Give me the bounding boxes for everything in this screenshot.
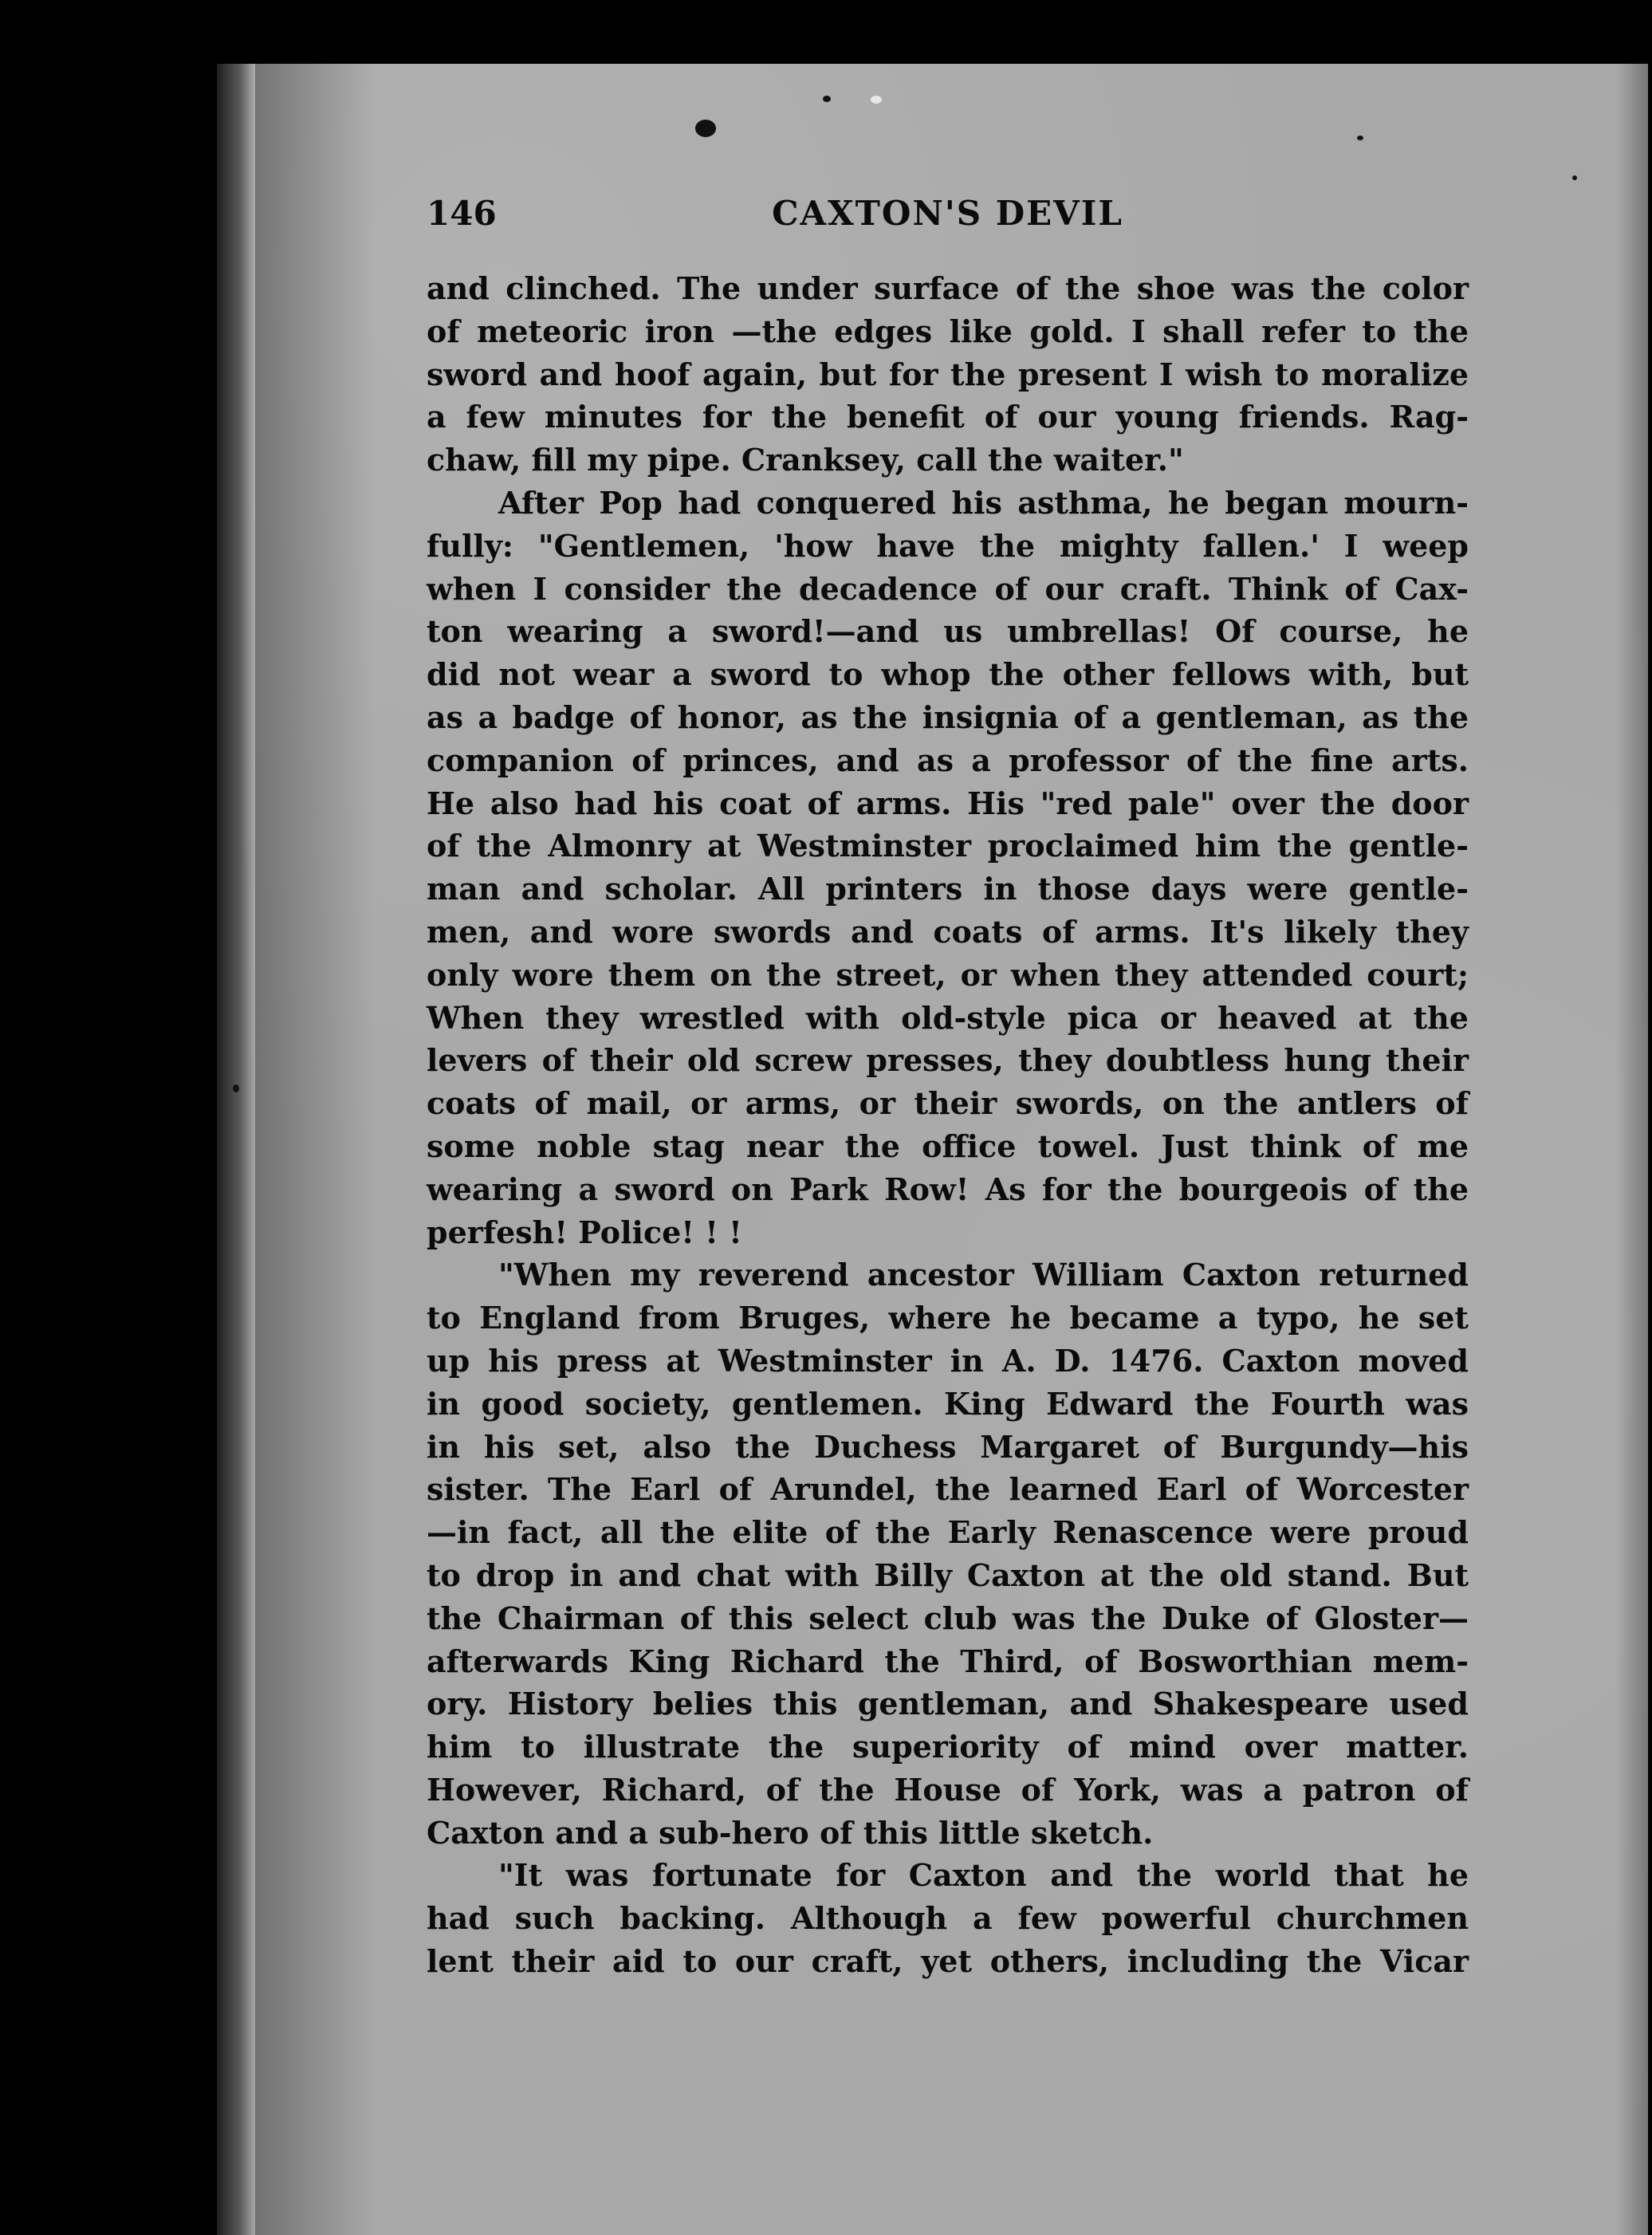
text-line: ory. History belies this gentleman, and Shakespeare used [427,1686,1469,1722]
text-line: coats of mail, or arms, or their swords, on the antlers of [427,1085,1469,1122]
text-line: afterwards King Richard the Third, of Bosworthian mem- [427,1643,1469,1679]
ink-speck [1572,175,1577,180]
page-edge-shadow [1616,64,1648,2235]
book-page [217,64,1648,2235]
text-line: chaw, fill my pipe. Cranksey, call the waiter." [427,442,1184,478]
text-line: to drop in and chat with Billy Caxton at the old stand. But [427,1556,1469,1593]
text-line: and clinched. The under surface of the shoe was the color [427,270,1469,306]
paper-flaw [871,96,882,104]
text-line: sister. The Earl of Arundel, the learned Earl of Worcester [427,1471,1469,1508]
text-line: perfesh! Police! ! ! [427,1214,742,1250]
text-line: However, Richard, of the House of York, was a patron of [427,1771,1469,1808]
text-line: men, and wore swords and coats of arms. It's likely they [427,913,1469,950]
text-line: sword and hoof again, but for the present I wish to moralize [427,356,1469,392]
text-line: up his press at Westminster in A. D. 1476. Caxton moved [427,1342,1469,1379]
binding-shadow [217,64,255,2235]
body-text [427,267,1469,1983]
text-line: He also had his coat of arms. His "red pale" over the door [427,785,1469,821]
text-line: in good society, gentlemen. King Edward the Fourth was [427,1385,1469,1422]
text-line: fully: "Gentlemen, 'how have the mighty fallen.' I weep [427,527,1469,564]
text-line: did not wear a sword to whop the other fellows with, but [427,656,1469,693]
text-line: ton wearing a sword!—and us umbrellas! Of course, he [427,613,1469,650]
page-number: 146 [427,194,497,233]
text-line: wearing a sword on Park Row! As for the bourgeois of the [427,1171,1469,1207]
ink-speck [1357,136,1363,140]
text-line: When they wrestled with old-style pica or heaved at the [427,999,1469,1036]
text-line: companion of princes, and as a professor of the fine arts. [427,742,1469,778]
text-line: —in fact, all the elite of the Early Renascence were proud [427,1514,1469,1551]
text-line: man and scholar. All printers in those days were gentle- [427,871,1469,907]
text-line: After Pop had conquered his asthma, he began mourn- [498,484,1469,521]
text-line: had such backing. Although a few powerful churchmen [427,1900,1469,1937]
text-line: some noble stag near the office towel. Just think of me [427,1127,1469,1164]
text-line: of meteoric iron —the edges like gold. I shall refer to the [427,313,1469,349]
text-line: "When my reverend ancestor William Caxton returned [498,1257,1469,1293]
text-line: as a badge of honor, as the insignia of a gentleman, as the [427,698,1469,735]
ink-speck [823,96,831,102]
ink-speck [233,1084,239,1092]
ink-speck [695,120,716,137]
text-line: when I consider the decadence of our craft. Think of Cax- [427,570,1469,607]
text-line: the Chairman of this select club was the Duke of Gloster— [427,1600,1469,1636]
text-line: a few minutes for the benefit of our young friends. Rag- [427,399,1469,435]
text-line: levers of their old screw presses, they doubtless hung their [427,1042,1469,1079]
gutter-shadow [255,64,375,2235]
text-line: "It was fortunate for Caxton and the world that he [498,1857,1469,1894]
text-line: Caxton and a sub-hero of this little sketch. [427,1814,1154,1851]
running-title: CAXTON'S DEVIL [772,194,1123,233]
text-line: only wore them on the street, or when they attended court; [427,956,1469,993]
text-line: him to illustrate the superiority of mind over matter. [427,1729,1469,1765]
text-line: in his set, also the Duchess Margaret of Burgundy—his [427,1428,1469,1465]
running-head [427,194,1469,242]
text-line: of the Almonry at Westminster proclaimed him the gentle- [427,828,1469,864]
text-line: to England from Bruges, where he became a typo, he set [427,1300,1469,1336]
text-line: lent their aid to our craft, yet others, including the Vicar [427,1943,1469,1980]
